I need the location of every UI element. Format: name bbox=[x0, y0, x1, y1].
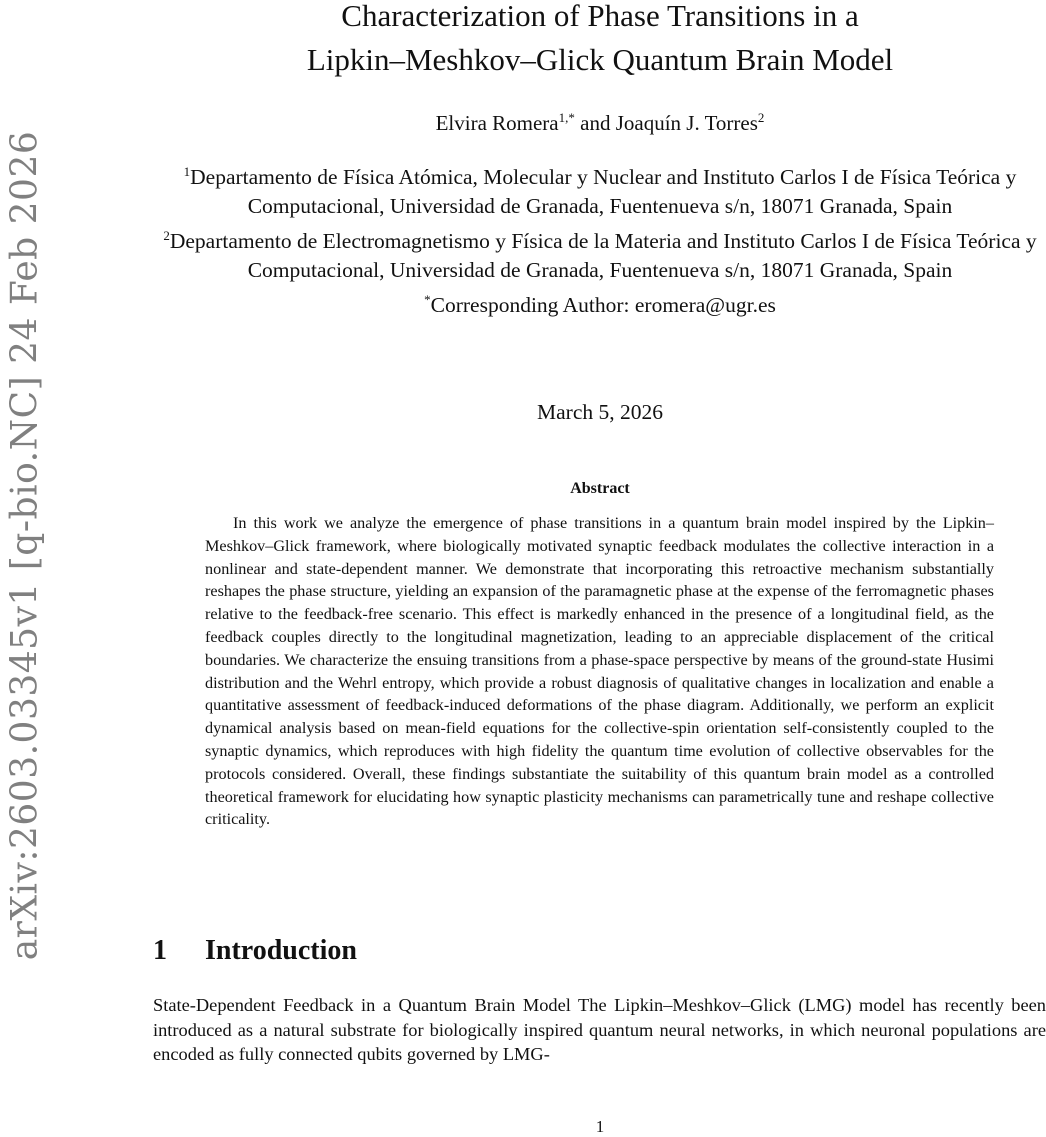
author-2: Joaquín J. Torres bbox=[615, 111, 758, 135]
arxiv-identifier-sidebar: arXiv:2603.03345v1 [q-bio.NC] 24 Feb 2026 bbox=[4, 130, 46, 961]
paper-date: March 5, 2026 bbox=[537, 400, 663, 424]
corresponding-mark: * bbox=[424, 292, 431, 307]
affiliation-1-text: Departamento de Física Atómica, Molecular y Nuclear and Instituto Carlos I de Física Teórica y Computacional, Universidad de Granada, Fuentenueva s/n, 18071 Granada, Spain bbox=[190, 165, 1017, 218]
section-heading-introduction bbox=[153, 935, 357, 967]
author-1-affil-mark: 1,* bbox=[558, 110, 575, 125]
corresponding-author bbox=[150, 285, 1046, 320]
abstract-body: In this work we analyze the emergence of phase transitions in a quantum brain model inspired by the Lipkin–Meshkov–Glick framework, where biologically motivated synaptic feedback modulates the collective interaction in a nonlinear and state-dependent manner. We demonstrate that incorporating this retroactive mechanism substantially reshapes the phase structure, yielding an expansion of the paramagnetic phase at the expense of the ferromagnetic phases relative to the feedback-free scenario. This effect is markedly enhanced in the presence of a longitudinal field, as the feedback couples directly to the longitudinal magnetization, leading to an appreciable displacement of the critical boundaries. We characterize the ensuing transitions from a phase-space perspective by means of the ground-state Husimi distribution and the Wehrl entropy, which provide a robust diagnosis of qualitative changes in localization and enable a quantitative assessment of feedback-induced deformations of the phase diagram. Additionally, we perform an explicit dynamical analysis based on mean-field equations for the collective-spin orientation self-consistently coupled to the synaptic dynamics, which reproduces with high fidelity the quantum time evolution of collective observables for the protocols considered. Overall, these findings substantiate the suitability of this quantum brain model as a controlled theoretical framework for elucidating how synaptic plasticity mechanisms can parametrically tune and reshape collective criticality. bbox=[205, 514, 994, 829]
affiliation-1-mark: 1 bbox=[183, 164, 191, 179]
author-list bbox=[150, 110, 1046, 136]
abstract-heading: Abstract bbox=[570, 480, 630, 497]
paper-title bbox=[150, 0, 1046, 82]
author-2-affil-mark: 2 bbox=[757, 110, 765, 125]
affiliations bbox=[150, 157, 1046, 320]
affiliation-2-text: Departamento de Electromagnetismo y Física de la Materia and Instituto Carlos I de Física Teórica y Computacional, Universidad de Granada, Fuentenueva s/n, 18071 Granada, Spain bbox=[169, 229, 1037, 282]
page-number: 1 bbox=[595, 1117, 605, 1136]
section-title: Introduction bbox=[205, 935, 357, 966]
affiliation-1 bbox=[150, 157, 1046, 221]
affiliation-2 bbox=[150, 221, 1046, 285]
author-1: Elvira Romera bbox=[435, 111, 559, 135]
author-conjunction: and bbox=[574, 111, 616, 135]
affiliation-2-mark: 2 bbox=[163, 228, 170, 243]
title-line-2: Lipkin–Meshkov–Glick Quantum Brain Model bbox=[306, 42, 894, 77]
corresponding-text: Corresponding Author: eromera@ugr.es bbox=[430, 293, 776, 317]
section-number: 1 bbox=[153, 935, 167, 966]
title-line-1: Characterization of Phase Transitions in a bbox=[341, 0, 859, 33]
introduction-paragraph: State-Dependent Feedback in a Quantum Brain Model The Lipkin–Meshkov–Glick (LMG) model has recently been introduced as a natural substrate for biologically inspired quantum neural networks, in which neuronal populations are encoded as fully connected qubits governed by LMG- bbox=[153, 995, 1046, 1065]
